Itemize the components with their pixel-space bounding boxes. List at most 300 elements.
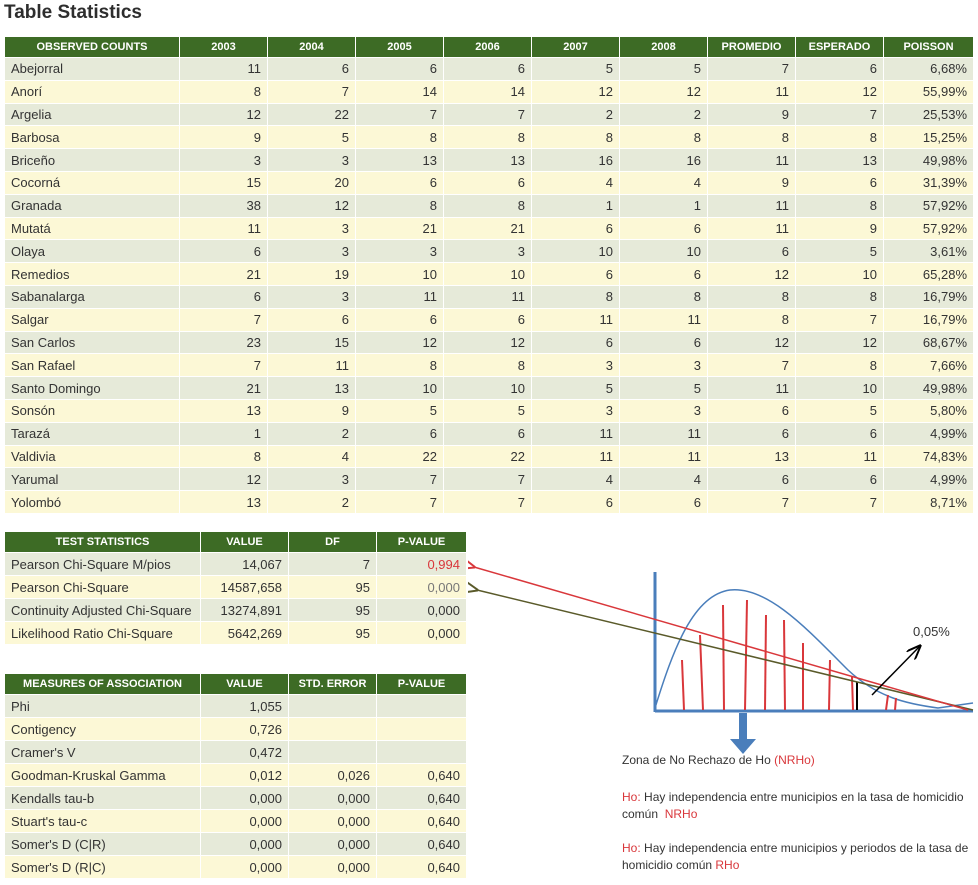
table-cell: 23: [180, 331, 268, 354]
table-cell: 68,67%: [884, 331, 974, 354]
table-cell: 12: [708, 263, 796, 286]
table-cell: 7: [444, 103, 532, 126]
table-row: [5, 308, 974, 331]
table-cell: 55,99%: [884, 80, 974, 103]
table-row: [5, 263, 974, 286]
table-cell: 14: [356, 80, 444, 103]
table-cell: 3: [620, 399, 708, 422]
measure-name: Phi: [5, 695, 201, 718]
table-cell: 13: [180, 491, 268, 514]
table-cell: 11: [532, 422, 620, 445]
table-cell: 38: [180, 194, 268, 217]
table-cell: 6: [532, 217, 620, 240]
table-row: [5, 468, 974, 491]
table-cell: 12: [532, 80, 620, 103]
observed-header-row: [5, 37, 974, 58]
measure-value: 1,055: [201, 695, 289, 718]
table-row: [5, 80, 974, 103]
table-cell: 11: [708, 377, 796, 400]
table-row: [5, 599, 467, 622]
measure-p-value: [377, 741, 467, 764]
statistic-value: 13274,891: [201, 599, 289, 622]
table-cell: 7: [356, 103, 444, 126]
column-header: POISSON: [884, 37, 974, 58]
table-cell: 3: [444, 240, 532, 263]
table-cell: 6: [620, 331, 708, 354]
table-cell: 11: [356, 285, 444, 308]
table-cell: 6: [180, 285, 268, 308]
table-row: [5, 695, 467, 718]
table-cell: 5: [796, 240, 884, 263]
column-header: VALUE: [201, 674, 289, 695]
statistic-name: Pearson Chi-Square M/pios: [5, 553, 201, 576]
table-cell: 8: [444, 354, 532, 377]
table-cell: 10: [444, 377, 532, 400]
table-cell: 12: [708, 331, 796, 354]
table-cell: 11: [708, 194, 796, 217]
municipality-name: Yarumal: [5, 468, 180, 491]
table-cell: 21: [444, 217, 532, 240]
table-cell: 10: [620, 240, 708, 263]
table-cell: 7: [444, 468, 532, 491]
table-cell: 8: [180, 80, 268, 103]
table-cell: 5: [620, 58, 708, 81]
table-cell: 49,98%: [884, 377, 974, 400]
table-cell: 12: [796, 331, 884, 354]
table-cell: 16: [620, 149, 708, 172]
table-cell: 6: [620, 491, 708, 514]
table-row: [5, 576, 467, 599]
table-cell: 8: [356, 194, 444, 217]
table-cell: 13: [708, 445, 796, 468]
table-cell: 7,66%: [884, 354, 974, 377]
table-cell: 7: [356, 491, 444, 514]
table-cell: 14: [444, 80, 532, 103]
table-cell: 5,80%: [884, 399, 974, 422]
municipality-name: San Rafael: [5, 354, 180, 377]
municipality-name: Anorí: [5, 80, 180, 103]
down-arrow-icon: [730, 713, 756, 754]
table-cell: 3: [532, 354, 620, 377]
table-row: [5, 171, 974, 194]
table-cell: 8: [796, 194, 884, 217]
measure-p-value: 0,640: [377, 787, 467, 810]
table-cell: 2: [268, 422, 356, 445]
statistic-value: 14587,658: [201, 576, 289, 599]
table-cell: 7: [796, 491, 884, 514]
statistic-p-value: 0,994: [377, 553, 467, 576]
table-cell: 8: [444, 194, 532, 217]
table-cell: 8: [180, 445, 268, 468]
table-cell: 3: [268, 240, 356, 263]
table-cell: 4,99%: [884, 422, 974, 445]
table-cell: 6: [796, 171, 884, 194]
table-cell: 11: [620, 422, 708, 445]
measure-p-value: 0,640: [377, 810, 467, 833]
table-row: [5, 285, 974, 308]
measure-value: 0,000: [201, 856, 289, 879]
table-cell: 16,79%: [884, 285, 974, 308]
alpha-pointer: [872, 646, 920, 695]
municipality-name: Olaya: [5, 240, 180, 263]
table-cell: 4,99%: [884, 468, 974, 491]
statistic-name: Pearson Chi-Square: [5, 576, 201, 599]
measure-value: 0,472: [201, 741, 289, 764]
municipality-name: Remedios: [5, 263, 180, 286]
table-cell: 6: [620, 217, 708, 240]
hypothesis-one: Ho: Hay independencia entre municipios en la tasa de homicidio común NRHo: [622, 790, 964, 821]
column-header: 2006: [444, 37, 532, 58]
table-cell: 74,83%: [884, 445, 974, 468]
table-row: [5, 718, 467, 741]
measure-p-value: [377, 695, 467, 718]
tests-header-row: [5, 532, 467, 553]
measure-name: Stuart's tau-c: [5, 810, 201, 833]
table-cell: 7: [708, 58, 796, 81]
table-cell: 1: [180, 422, 268, 445]
table-row: [5, 399, 974, 422]
table-cell: 6: [620, 263, 708, 286]
table-row: [5, 377, 974, 400]
table-row: [5, 354, 974, 377]
statistic-name: Continuity Adjusted Chi-Square: [5, 599, 201, 622]
table-cell: 8: [356, 126, 444, 149]
table-cell: 13: [796, 149, 884, 172]
table-row: [5, 149, 974, 172]
column-header: STD. ERROR: [289, 674, 377, 695]
table-cell: 6: [796, 422, 884, 445]
measure-std-error: 0,000: [289, 833, 377, 856]
column-header: 2007: [532, 37, 620, 58]
table-row: [5, 553, 467, 576]
table-cell: 9: [268, 399, 356, 422]
column-header: P-VALUE: [377, 674, 467, 695]
table-cell: 65,28%: [884, 263, 974, 286]
table-cell: 11: [796, 445, 884, 468]
column-header: DF: [289, 532, 377, 553]
table-row: [5, 856, 467, 879]
table-cell: 6: [708, 399, 796, 422]
table-cell: 22: [268, 103, 356, 126]
table-cell: 13: [180, 399, 268, 422]
table-cell: 16: [532, 149, 620, 172]
municipality-name: San Carlos: [5, 331, 180, 354]
table-cell: 57,92%: [884, 217, 974, 240]
table-cell: 2: [620, 103, 708, 126]
column-header: MEASURES OF ASSOCIATION: [5, 674, 201, 695]
zone-label: Zona de No Rechazo de Ho (NRHo): [622, 753, 815, 767]
table-cell: 15: [268, 331, 356, 354]
table-cell: 5: [356, 399, 444, 422]
red-pointer: [474, 567, 968, 710]
table-row: [5, 833, 467, 856]
measure-std-error: [289, 718, 377, 741]
measure-p-value: 0,640: [377, 833, 467, 856]
table-cell: 10: [796, 263, 884, 286]
table-cell: 13: [356, 149, 444, 172]
measure-p-value: [377, 718, 467, 741]
table-cell: 1: [620, 194, 708, 217]
table-row: [5, 217, 974, 240]
table-row: [5, 422, 974, 445]
statistic-value: 5642,269: [201, 622, 289, 645]
table-cell: 8: [708, 126, 796, 149]
table-row: [5, 491, 974, 514]
measure-value: 0,000: [201, 810, 289, 833]
table-cell: 22: [356, 445, 444, 468]
table-cell: 5: [268, 126, 356, 149]
measure-std-error: [289, 695, 377, 718]
measure-value: 0,000: [201, 833, 289, 856]
table-cell: 6: [796, 468, 884, 491]
table-cell: 6: [268, 308, 356, 331]
table-cell: 31,39%: [884, 171, 974, 194]
table-cell: 8: [620, 126, 708, 149]
table-row: [5, 787, 467, 810]
table-cell: 11: [532, 445, 620, 468]
municipality-name: Yolombó: [5, 491, 180, 514]
table-cell: 6: [532, 263, 620, 286]
column-header: 2004: [268, 37, 356, 58]
table-cell: 22: [444, 445, 532, 468]
table-cell: 8: [532, 126, 620, 149]
hypothesis-two: Ho: Hay independencia entre municipios y periodos de la tasa de homicidio común RHo: [622, 841, 969, 872]
municipality-name: Granada: [5, 194, 180, 217]
table-cell: 8: [356, 354, 444, 377]
table-cell: 20: [268, 171, 356, 194]
table-cell: 57,92%: [884, 194, 974, 217]
table-cell: 6: [444, 422, 532, 445]
table-cell: 11: [708, 80, 796, 103]
table-row: [5, 622, 467, 645]
olive-pointer: [477, 590, 973, 710]
table-cell: 19: [268, 263, 356, 286]
table-cell: 3: [620, 354, 708, 377]
statistic-df: 7: [289, 553, 377, 576]
table-cell: 9: [708, 171, 796, 194]
statistic-df: 95: [289, 599, 377, 622]
table-cell: 7: [708, 491, 796, 514]
column-header: P-VALUE: [377, 532, 467, 553]
table-cell: 6: [356, 308, 444, 331]
measures-of-association-table: [4, 673, 467, 879]
municipality-name: Santo Domingo: [5, 377, 180, 400]
table-cell: 7: [708, 354, 796, 377]
table-cell: 7: [356, 468, 444, 491]
table-cell: 6: [444, 58, 532, 81]
table-cell: 3: [268, 217, 356, 240]
table-row: [5, 194, 974, 217]
red-bars: [682, 600, 896, 710]
statistic-p-value: 0,000: [377, 599, 467, 622]
table-cell: 11: [268, 354, 356, 377]
column-header: VALUE: [201, 532, 289, 553]
table-cell: 3: [356, 240, 444, 263]
table-cell: 6: [356, 422, 444, 445]
table-cell: 6: [268, 58, 356, 81]
table-cell: 4: [268, 445, 356, 468]
table-cell: 6: [708, 468, 796, 491]
table-cell: 3: [180, 149, 268, 172]
measure-value: 0,000: [201, 787, 289, 810]
table-cell: 6,68%: [884, 58, 974, 81]
distribution-diagram: [468, 540, 978, 880]
table-cell: 8: [620, 285, 708, 308]
table-row: [5, 764, 467, 787]
table-cell: 15,25%: [884, 126, 974, 149]
table-cell: 6: [708, 422, 796, 445]
measure-p-value: 0,640: [377, 856, 467, 879]
measure-p-value: 0,640: [377, 764, 467, 787]
table-cell: 8: [796, 354, 884, 377]
measure-value: 0,726: [201, 718, 289, 741]
assoc-header-row: [5, 674, 467, 695]
table-cell: 7: [180, 308, 268, 331]
municipality-name: Sabanalarga: [5, 285, 180, 308]
table-cell: 3: [268, 285, 356, 308]
municipality-name: Mutatá: [5, 217, 180, 240]
table-cell: 11: [532, 308, 620, 331]
column-header: 2003: [180, 37, 268, 58]
table-cell: 2: [268, 491, 356, 514]
table-cell: 8: [708, 308, 796, 331]
table-cell: 11: [708, 149, 796, 172]
table-cell: 11: [620, 308, 708, 331]
table-cell: 15: [180, 171, 268, 194]
table-cell: 49,98%: [884, 149, 974, 172]
table-cell: 6: [356, 171, 444, 194]
table-cell: 9: [180, 126, 268, 149]
table-cell: 3: [532, 399, 620, 422]
table-cell: 9: [796, 217, 884, 240]
table-row: [5, 58, 974, 81]
table-cell: 5: [620, 377, 708, 400]
table-cell: 6: [532, 491, 620, 514]
column-header: OBSERVED COUNTS: [5, 37, 180, 58]
table-cell: 5: [796, 399, 884, 422]
measure-std-error: 0,026: [289, 764, 377, 787]
measure-std-error: [289, 741, 377, 764]
table-cell: 6: [532, 331, 620, 354]
statistic-p-value: 0,000: [377, 622, 467, 645]
table-cell: 5: [532, 58, 620, 81]
municipality-name: Sonsón: [5, 399, 180, 422]
table-cell: 4: [532, 171, 620, 194]
column-header: ESPERADO: [796, 37, 884, 58]
table-cell: 2: [532, 103, 620, 126]
table-cell: 21: [356, 217, 444, 240]
measure-name: Contigency: [5, 718, 201, 741]
measure-std-error: 0,000: [289, 787, 377, 810]
table-cell: 10: [532, 240, 620, 263]
table-cell: 6: [444, 171, 532, 194]
statistic-p-value: 0,000: [377, 576, 467, 599]
table-cell: 7: [268, 80, 356, 103]
table-cell: 7: [180, 354, 268, 377]
column-header: TEST STATISTICS: [5, 532, 201, 553]
statistic-value: 14,067: [201, 553, 289, 576]
table-cell: 8: [796, 126, 884, 149]
table-cell: 8: [532, 285, 620, 308]
table-cell: 12: [268, 194, 356, 217]
measure-name: Somer's D (C|R): [5, 833, 201, 856]
table-cell: 6: [356, 58, 444, 81]
alpha-label: 0,05%: [913, 624, 950, 639]
table-cell: 10: [796, 377, 884, 400]
measure-name: Kendalls tau-b: [5, 787, 201, 810]
table-row: [5, 126, 974, 149]
table-cell: 16,79%: [884, 308, 974, 331]
municipality-name: Cocorná: [5, 171, 180, 194]
measure-std-error: 0,000: [289, 856, 377, 879]
table-cell: 6: [444, 308, 532, 331]
table-cell: 11: [620, 445, 708, 468]
table-cell: 25,53%: [884, 103, 974, 126]
table-cell: 12: [356, 331, 444, 354]
measure-name: Somer's D (R|C): [5, 856, 201, 879]
table-cell: 3,61%: [884, 240, 974, 263]
observed-counts-table: [4, 36, 974, 514]
column-header: PROMEDIO: [708, 37, 796, 58]
table-cell: 10: [444, 263, 532, 286]
municipality-name: Tarazá: [5, 422, 180, 445]
measure-name: Cramer's V: [5, 741, 201, 764]
municipality-name: Barbosa: [5, 126, 180, 149]
measure-value: 0,012: [201, 764, 289, 787]
municipality-name: Abejorral: [5, 58, 180, 81]
table-row: [5, 810, 467, 833]
table-cell: 12: [180, 103, 268, 126]
table-cell: 21: [180, 263, 268, 286]
table-cell: 4: [532, 468, 620, 491]
table-cell: 1: [532, 194, 620, 217]
municipality-name: Salgar: [5, 308, 180, 331]
statistic-df: 95: [289, 622, 377, 645]
table-cell: 6: [708, 240, 796, 263]
table-cell: 6: [180, 240, 268, 263]
test-statistics-table: [4, 531, 467, 645]
table-cell: 13: [444, 149, 532, 172]
table-cell: 4: [620, 468, 708, 491]
table-cell: 8: [708, 285, 796, 308]
table-cell: 11: [444, 285, 532, 308]
column-header: 2005: [356, 37, 444, 58]
table-cell: 21: [180, 377, 268, 400]
table-cell: 11: [180, 217, 268, 240]
column-header: 2008: [620, 37, 708, 58]
table-cell: 7: [796, 308, 884, 331]
table-cell: 5: [532, 377, 620, 400]
table-cell: 12: [796, 80, 884, 103]
table-row: [5, 331, 974, 354]
table-cell: 8: [444, 126, 532, 149]
municipality-name: Briceño: [5, 149, 180, 172]
table-cell: 9: [708, 103, 796, 126]
table-cell: 3: [268, 468, 356, 491]
statistic-df: 95: [289, 576, 377, 599]
table-row: [5, 240, 974, 263]
page-title: Table Statistics: [4, 2, 142, 23]
table-cell: 12: [444, 331, 532, 354]
table-cell: 8: [796, 285, 884, 308]
table-cell: 5: [444, 399, 532, 422]
table-cell: 3: [268, 149, 356, 172]
statistic-name: Likelihood Ratio Chi-Square: [5, 622, 201, 645]
table-cell: 4: [620, 171, 708, 194]
municipality-name: Valdivia: [5, 445, 180, 468]
table-row: [5, 741, 467, 764]
municipality-name: Argelia: [5, 103, 180, 126]
